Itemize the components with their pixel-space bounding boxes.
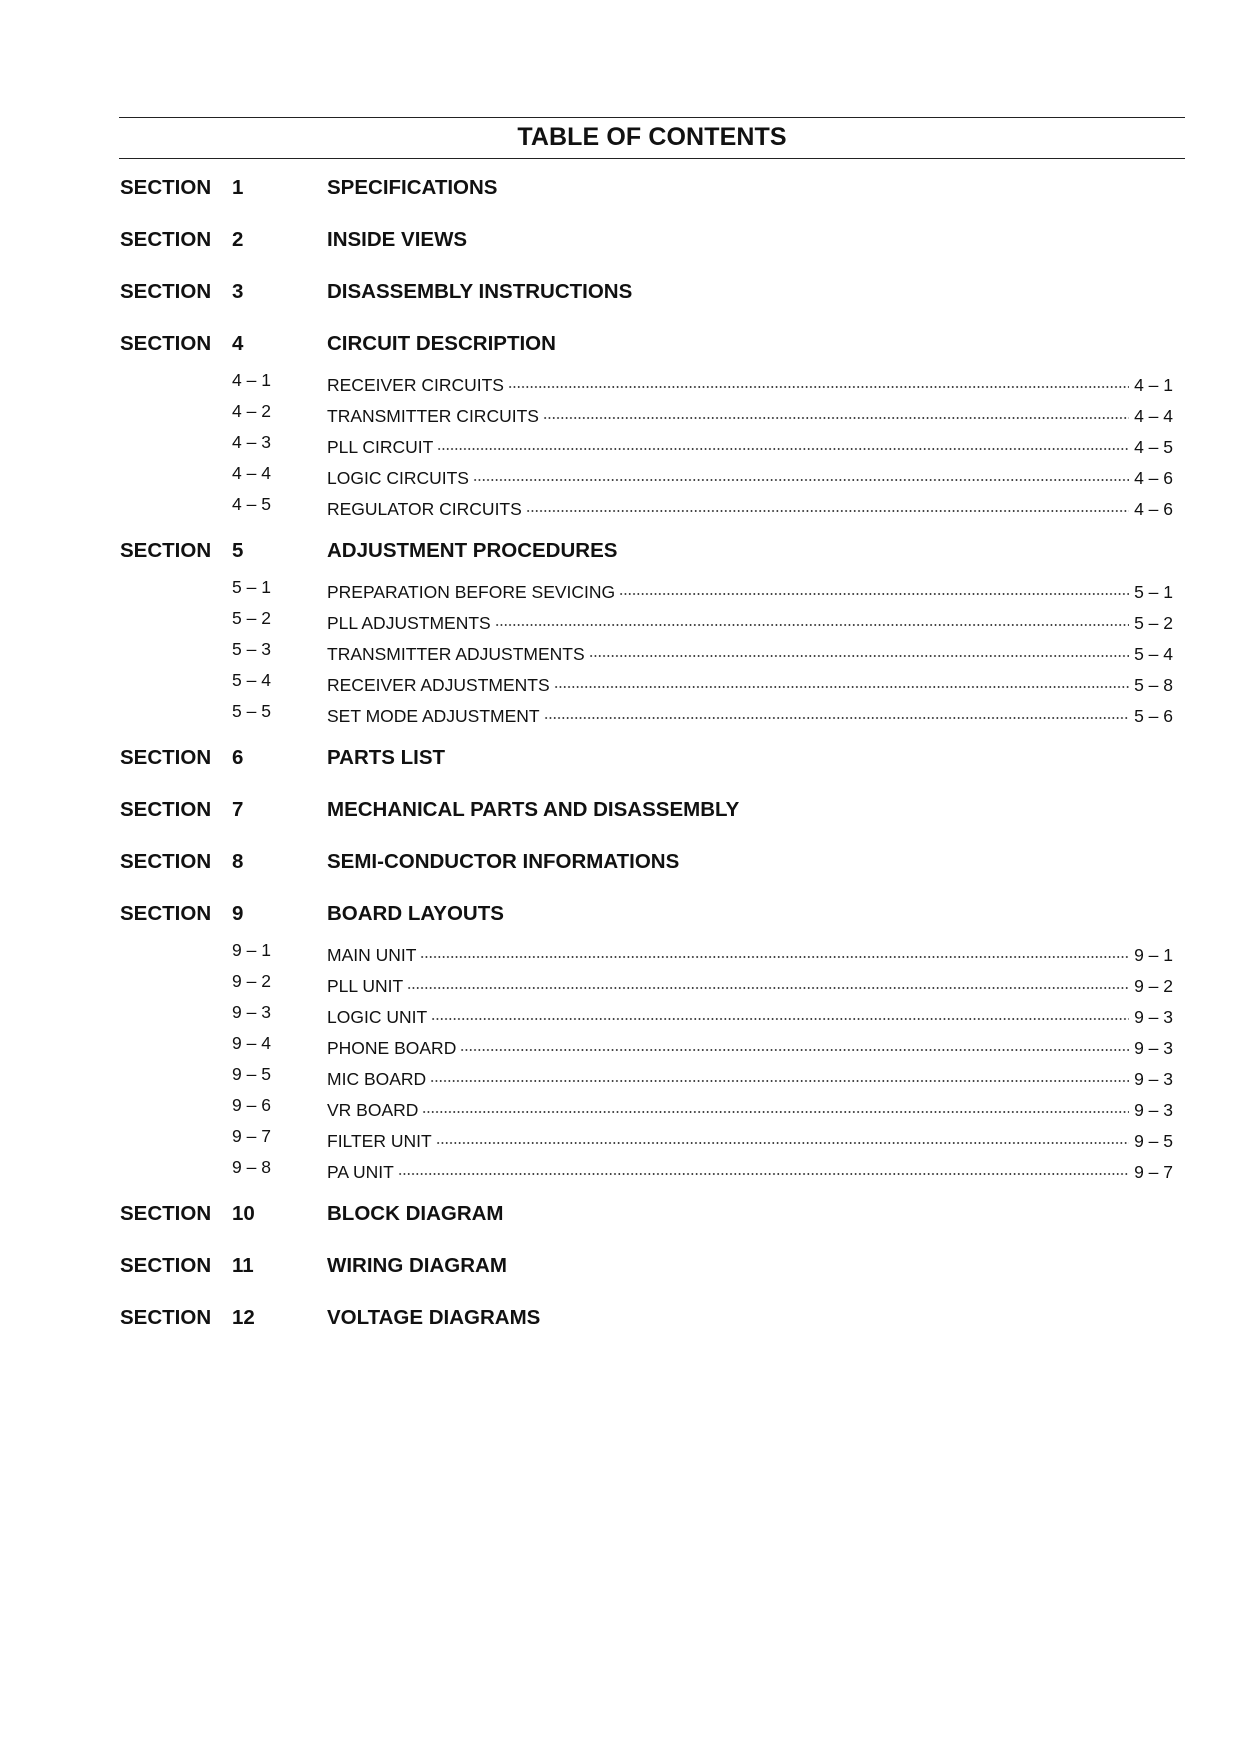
dot-leader xyxy=(398,1158,1129,1179)
dot-leader xyxy=(473,464,1129,485)
entry-number: 4 – 2 xyxy=(232,401,271,421)
entry-title: TRANSMITTER ADJUSTMENTS xyxy=(327,644,585,664)
entry-page: 5 – 8 xyxy=(1134,675,1173,695)
entry-title: TRANSMITTER CIRCUITS xyxy=(327,406,539,426)
dot-leader xyxy=(544,702,1129,723)
entry-page: 4 – 6 xyxy=(1134,499,1173,519)
section-label: SECTION xyxy=(120,746,212,769)
entry-page: 9 – 2 xyxy=(1134,976,1173,996)
section-title: INSIDE VIEWS xyxy=(327,228,468,251)
section-title: CIRCUIT DESCRIPTION xyxy=(327,332,556,355)
entry-title: RECEIVER ADJUSTMENTS xyxy=(327,675,550,695)
section-number: 7 xyxy=(232,798,244,821)
entry-title: PLL CIRCUIT xyxy=(327,437,434,457)
entry-title: FILTER UNIT xyxy=(327,1131,432,1151)
section-number: 1 xyxy=(232,176,244,199)
section-label: SECTION xyxy=(120,176,212,199)
entry-number: 5 – 1 xyxy=(232,577,271,597)
entry-title: VR BOARD xyxy=(327,1100,419,1120)
dot-leader xyxy=(407,972,1129,993)
entry-title: PLL ADJUSTMENTS xyxy=(327,613,491,633)
entry-number: 9 – 2 xyxy=(232,971,271,991)
entry-page: 9 – 7 xyxy=(1134,1162,1173,1182)
entry-number: 9 – 3 xyxy=(232,1002,271,1022)
section-number: 6 xyxy=(232,746,244,769)
section-label: SECTION xyxy=(120,1306,212,1329)
entry-title: PLL UNIT xyxy=(327,976,404,996)
dot-leader xyxy=(526,495,1129,516)
toc-section-11[interactable] xyxy=(0,1254,1240,1284)
entry-number: 4 – 3 xyxy=(232,432,271,452)
toc-entry[interactable] xyxy=(0,463,1240,487)
toc-section-8[interactable] xyxy=(0,850,1240,880)
dot-leader xyxy=(437,433,1129,454)
entry-title: RECEIVER CIRCUITS xyxy=(327,375,504,395)
dot-leader xyxy=(436,1127,1129,1148)
entry-title: PA UNIT xyxy=(327,1162,394,1182)
toc-section-7[interactable] xyxy=(0,798,1240,828)
section-label: SECTION xyxy=(120,332,212,355)
section-title: PARTS LIST xyxy=(327,746,446,769)
section-number: 2 xyxy=(232,228,244,251)
toc-section-10[interactable] xyxy=(0,1202,1240,1232)
section-number: 12 xyxy=(232,1306,255,1329)
section-label: SECTION xyxy=(120,1202,212,1225)
entry-page: 4 – 5 xyxy=(1134,437,1173,457)
toc-entry[interactable] xyxy=(0,1157,1240,1181)
entry-number: 9 – 8 xyxy=(232,1157,271,1177)
section-label: SECTION xyxy=(120,228,212,251)
toc-section-4[interactable] xyxy=(0,332,1240,362)
entry-number: 4 – 4 xyxy=(232,463,271,483)
section-title: BLOCK DIAGRAM xyxy=(327,1202,504,1225)
dot-leader xyxy=(420,941,1129,962)
entry-number: 4 – 5 xyxy=(232,494,271,514)
section-number: 11 xyxy=(232,1254,254,1277)
section-label: SECTION xyxy=(120,539,212,562)
entry-page: 9 – 3 xyxy=(1134,1007,1173,1027)
toc-entry[interactable] xyxy=(0,494,1240,518)
toc-entry[interactable] xyxy=(0,1002,1240,1026)
entry-page: 5 – 4 xyxy=(1134,644,1173,664)
toc-entry[interactable] xyxy=(0,370,1240,394)
section-label: SECTION xyxy=(120,280,212,303)
entry-page: 5 – 2 xyxy=(1134,613,1173,633)
entry-title: LOGIC CIRCUITS xyxy=(327,468,469,488)
section-title: VOLTAGE DIAGRAMS xyxy=(327,1306,541,1329)
section-title: ADJUSTMENT PROCEDURES xyxy=(327,539,618,562)
toc-entry[interactable] xyxy=(0,432,1240,456)
toc-section-12[interactable] xyxy=(0,1306,1240,1336)
section-title: BOARD LAYOUTS xyxy=(327,902,504,925)
toc-entry[interactable] xyxy=(0,1064,1240,1088)
section-label: SECTION xyxy=(120,1254,212,1277)
toc-section-9[interactable] xyxy=(0,902,1240,932)
entry-number: 5 – 4 xyxy=(232,670,271,690)
entry-number: 5 – 2 xyxy=(232,608,271,628)
entry-page: 9 – 1 xyxy=(1134,945,1173,965)
section-number: 8 xyxy=(232,850,244,873)
section-number: 3 xyxy=(232,280,244,303)
entry-page: 9 – 3 xyxy=(1134,1038,1173,1058)
entry-page: 4 – 1 xyxy=(1134,375,1173,395)
entry-title: REGULATOR CIRCUITS xyxy=(327,499,522,519)
entry-title: MAIN UNIT xyxy=(327,945,417,965)
section-number: 10 xyxy=(232,1202,255,1225)
entry-number: 9 – 7 xyxy=(232,1126,271,1146)
entry-page: 4 – 6 xyxy=(1134,468,1173,488)
toc-entry[interactable] xyxy=(0,1126,1240,1150)
entry-title: PHONE BOARD xyxy=(327,1038,457,1058)
dot-leader xyxy=(430,1065,1129,1086)
toc-section-6[interactable] xyxy=(0,746,1240,776)
entry-title: PREPARATION BEFORE SEVICING xyxy=(327,582,616,602)
toc-section-3[interactable] xyxy=(0,280,1240,310)
section-number: 9 xyxy=(232,902,244,925)
entry-page: 5 – 6 xyxy=(1134,706,1173,726)
entry-page: 4 – 4 xyxy=(1134,406,1173,426)
entry-number: 9 – 6 xyxy=(232,1095,271,1115)
dot-leader xyxy=(460,1034,1129,1055)
toc-entry[interactable] xyxy=(0,639,1240,663)
entry-number: 4 – 1 xyxy=(232,370,271,390)
section-title: DISASSEMBLY INSTRUCTIONS xyxy=(327,280,633,303)
entry-number: 9 – 4 xyxy=(232,1033,271,1053)
section-title: WIRING DIAGRAM xyxy=(327,1254,507,1277)
toc-entry[interactable] xyxy=(0,401,1240,425)
entry-page: 9 – 5 xyxy=(1134,1131,1173,1151)
entry-title: MIC BOARD xyxy=(327,1069,427,1089)
toc-entry[interactable] xyxy=(0,1033,1240,1057)
toc-entry[interactable] xyxy=(0,940,1240,964)
entry-number: 9 – 1 xyxy=(232,940,271,960)
section-label: SECTION xyxy=(120,798,212,821)
dot-leader xyxy=(508,371,1129,392)
entry-page: 9 – 3 xyxy=(1134,1069,1173,1089)
section-label: SECTION xyxy=(120,902,212,925)
entry-number: 5 – 3 xyxy=(232,639,271,659)
section-number: 5 xyxy=(232,539,244,562)
toc-entry[interactable] xyxy=(0,701,1240,725)
entry-title: LOGIC UNIT xyxy=(327,1007,428,1027)
toc-section-1[interactable] xyxy=(0,176,1240,206)
toc-section-2[interactable] xyxy=(0,228,1240,258)
dot-leader xyxy=(422,1096,1129,1117)
toc-entry[interactable] xyxy=(0,670,1240,694)
page-title: TABLE OF CONTENTS xyxy=(517,123,787,151)
section-number: 4 xyxy=(232,332,244,355)
entry-page: 5 – 1 xyxy=(1134,582,1173,602)
dot-leader xyxy=(543,402,1129,423)
entry-title: SET MODE ADJUSTMENT xyxy=(327,706,540,726)
title-underline xyxy=(119,158,1185,159)
top-rule xyxy=(119,117,1185,118)
toc-section-5[interactable] xyxy=(0,539,1240,569)
section-title: SEMI-CONDUCTOR INFORMATIONS xyxy=(327,850,680,873)
dot-leader xyxy=(619,578,1129,599)
toc-entry[interactable] xyxy=(0,1095,1240,1119)
toc-entry[interactable] xyxy=(0,577,1240,601)
entry-page: 9 – 3 xyxy=(1134,1100,1173,1120)
section-label: SECTION xyxy=(120,850,212,873)
entry-number: 9 – 5 xyxy=(232,1064,271,1084)
dot-leader xyxy=(554,671,1129,692)
toc-entry[interactable] xyxy=(0,971,1240,995)
toc-entry[interactable] xyxy=(0,608,1240,632)
section-title: SPECIFICATIONS xyxy=(327,176,498,199)
dot-leader xyxy=(431,1003,1129,1024)
entry-number: 5 – 5 xyxy=(232,701,271,721)
section-title: MECHANICAL PARTS AND DISASSEMBLY xyxy=(327,798,740,821)
dot-leader xyxy=(589,640,1129,661)
dot-leader xyxy=(495,609,1129,630)
